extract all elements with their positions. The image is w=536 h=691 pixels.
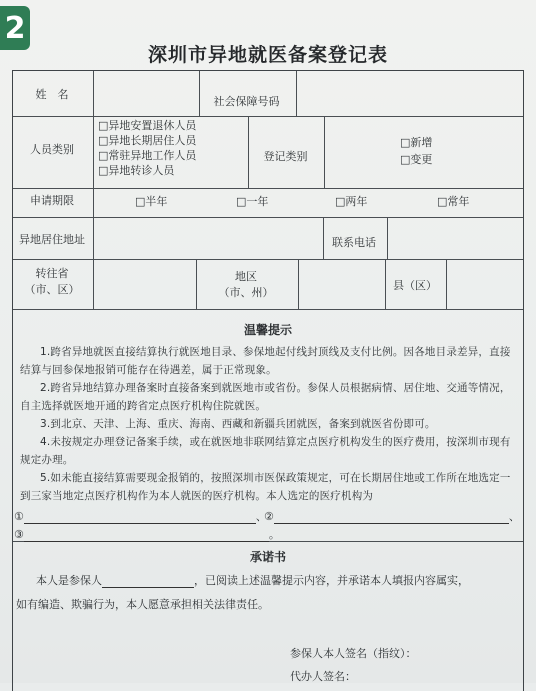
province-label: 转往省 [35,267,69,280]
checkbox-stationed-worker[interactable]: □常驻异地工作人员 [98,149,197,162]
reminder-item-1: 1.跨省异地就医直接结算执行就医地目录、参保地起付线封顶线及支付比例。因各地目录差异，直接结算与回参保地报销可能存在待遇差，属于正常现象。 [20,346,511,376]
period-3: 。 [268,528,280,541]
reminder-item-5: 5.如未能直接结算需要现金报销的，按照深圳市医保政策规定，可在长期居住地或工作所在地选定一到三家当地定点医疗机构作为本人就医的医疗机构。本人选定的医疗机构为 [20,472,511,502]
checkbox-permanent[interactable]: □常年 [437,195,470,208]
region-label: 地区 [235,270,257,283]
row-divider [13,217,523,218]
section-number-tab: 2 [0,6,30,50]
checkbox-one-year[interactable]: □一年 [236,195,269,208]
commitment-heading: 承诺书 [249,550,286,564]
col-divider [199,71,200,116]
comma-2: 、 [508,510,520,523]
hospital-choice-2 [264,508,520,524]
hospital-field-3[interactable] [24,529,269,542]
checkbox-change[interactable]: □变更 [400,153,433,166]
province-field[interactable] [94,260,194,306]
reminder-item-2: 2.跨省异地结算办理备案时直接备案到就医地市或省份。参保人员根据病情、居住地、交通等情况，自主选择就医地开通的跨省定点医疗机构住院就医。 [20,382,511,412]
commitment-text-after: ，已阅读上述温馨提示内容，并承诺本人填报内容属实， [194,574,469,587]
hospital-choice-1 [14,508,267,524]
row-divider [13,116,523,117]
province-label-suffix: （市、区） [24,283,80,296]
county-field[interactable] [446,260,522,306]
marker-3: ③ [14,528,24,541]
marker-2: ② [264,510,274,523]
county-label: 县（区） [393,279,437,292]
person-type-label: 人员类别 [30,143,74,156]
residence-address-label: 异地居住地址 [19,233,85,246]
contact-phone-field[interactable] [388,220,520,256]
row-divider [13,309,523,310]
reminder-item-4: 4.未按规定办理登记备案手续，或在就医地非联网结算定点医疗机构发生的医疗费用，按深圳市现有规定办理。 [20,436,511,466]
region-field[interactable] [298,260,384,306]
hospital-field-1[interactable] [24,511,256,524]
col-divider [196,259,197,309]
agent-signature-label: 代办人签名： [290,670,356,683]
checkbox-two-years[interactable]: □两年 [335,195,368,208]
comma-1: 、 [255,510,267,523]
checkbox-half-year[interactable]: □半年 [135,195,168,208]
residence-address-field[interactable] [94,220,321,256]
commitment-text-before: 本人是参保人 [36,574,102,587]
reminder-heading: 温馨提示 [243,323,292,337]
col-divider [324,116,325,188]
marker-1: ① [14,510,24,523]
name-field[interactable] [92,86,198,114]
row-divider [13,188,523,189]
reminder-item-3: 3.到北京、天津、上海、重庆、海南、西藏和新疆兵团就医，备案到就医省份即可。 [40,418,436,430]
commitment-line-1 [36,572,469,588]
insured-name-field[interactable] [102,575,194,588]
commitment-line-2: 如有编造、欺骗行为，本人愿意承担相关法律责任。 [16,598,269,611]
checkbox-referral-patient[interactable]: □异地转诊人员 [98,164,175,177]
checkbox-retired-relocated[interactable]: □异地安置退休人员 [98,119,197,132]
social-security-label: 社会保障号码 [213,95,280,108]
region-label-suffix: （市、州） [218,286,274,299]
social-security-field[interactable] [296,72,522,114]
insured-signature-label: 参保人本人签名（指纹）： [290,647,417,660]
name-label: 姓 名 [35,88,69,101]
checkbox-new[interactable]: □新增 [400,136,433,149]
application-period-label: 申请期限 [30,194,74,207]
hospital-field-2[interactable] [274,511,509,524]
contact-phone-label: 联系电话 [332,236,376,249]
registration-type-label: 登记类别 [263,150,308,163]
form-title: 深圳市异地就医备案登记表 [147,44,388,66]
hospital-choice-3 [14,526,280,542]
checkbox-long-term-resident[interactable]: □异地长期居住人员 [98,134,197,147]
